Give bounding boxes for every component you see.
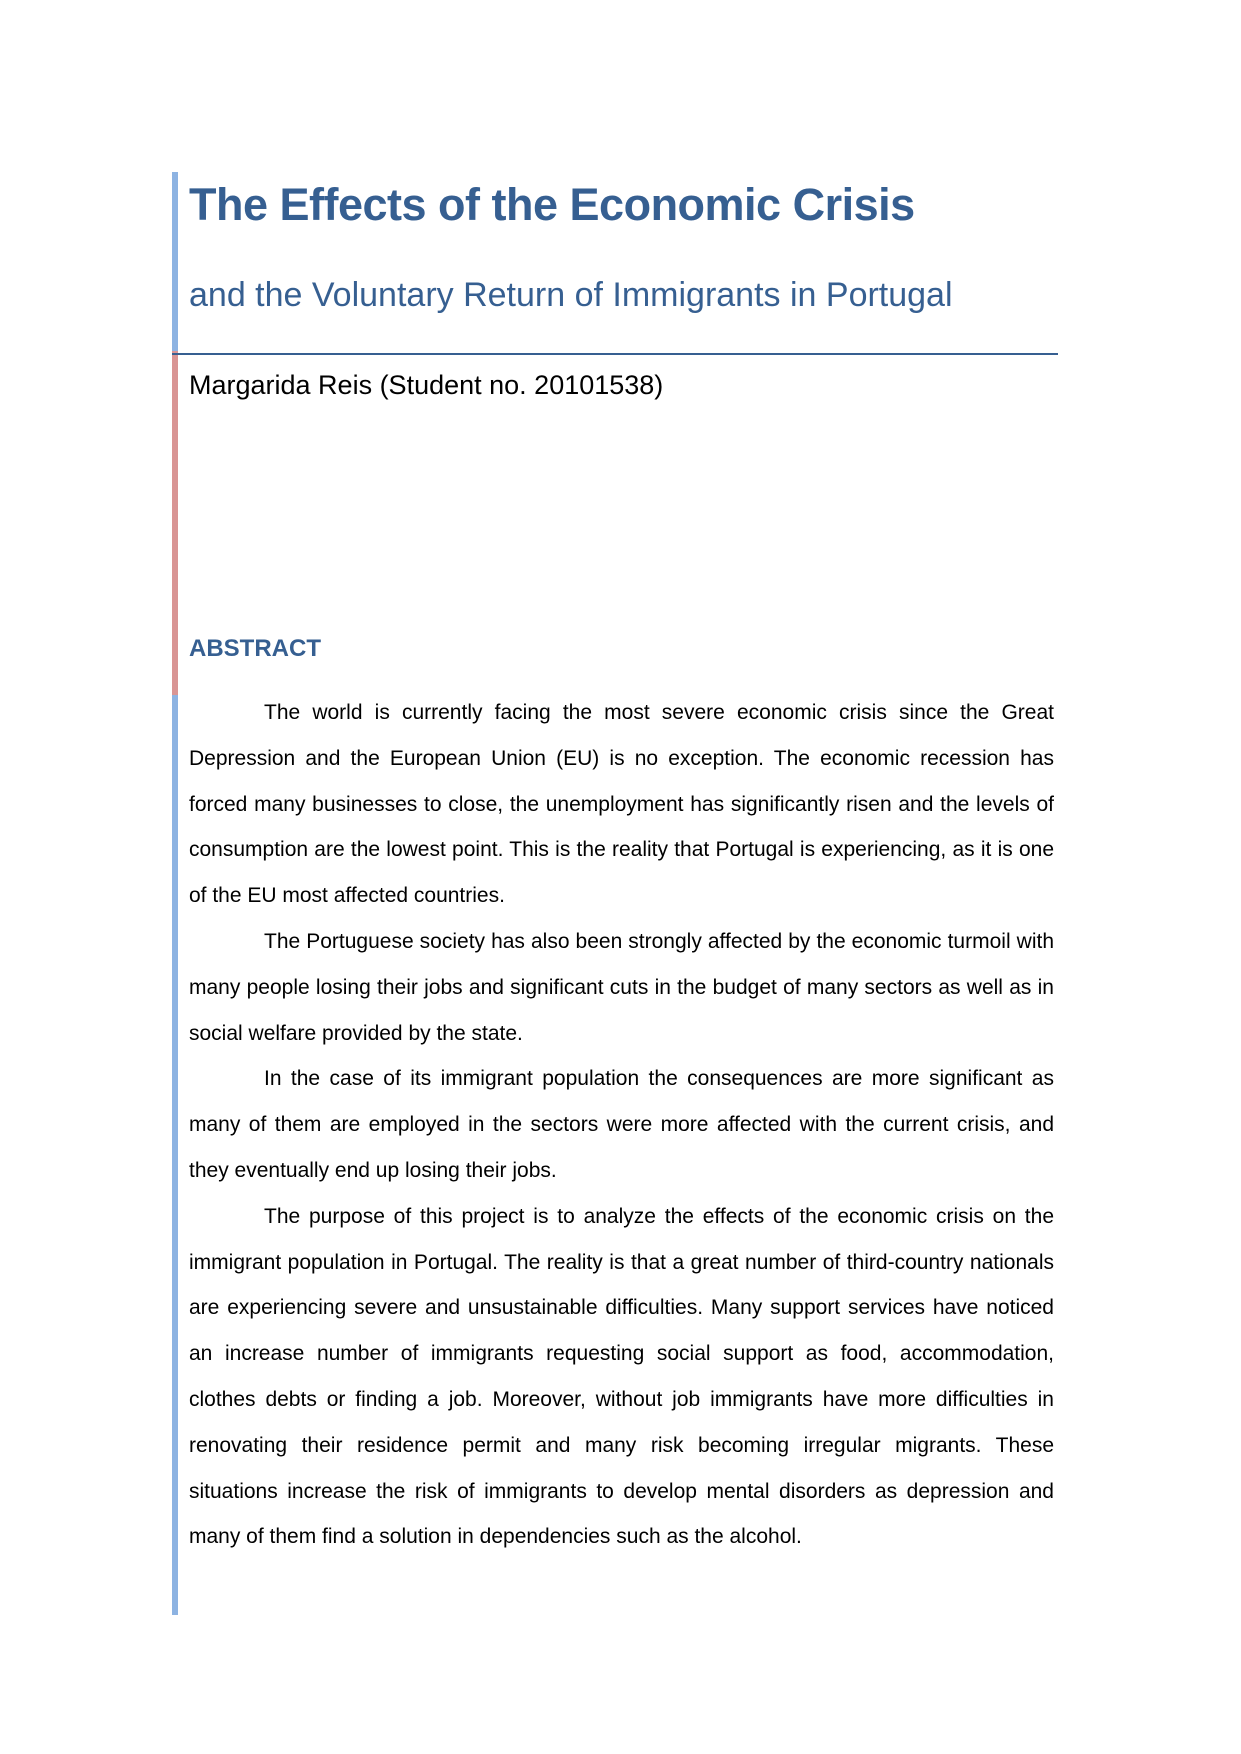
title-divider [172,353,1058,355]
left-accent-bar-blue-bottom [172,695,178,1615]
abstract-paragraph: The Portuguese society has also been strongly affected by the economic turmoil with many people losing their jobs and significant cuts in the budget of many sectors as well as in social welfare provided by the state. [189,929,1054,1045]
document-subtitle: and the Voluntary Return of Immigrants in Portugal [189,276,953,314]
abstract-heading: ABSTRACT [189,635,321,662]
abstract-paragraph: The purpose of this project is to analyze the effects of the economic crisis on the immigrant population in Portugal. The reality is that a great number of third-country nationals are experiencing severe and unsustainable difficulties. Many support services have noticed an increase number of immigrants requesting social support as food, accommodation, clothes debts or finding a job. Moreover, without job immigrants have more difficulties in renovating their residence permit and many risk becoming irregular migrants. These situations increase the risk of immigrants to develop mental disorders as depression and many of them find a solution in dependencies such as the alcohol. [189,1204,1054,1549]
abstract-body [189,690,1054,1560]
abstract-paragraph: The world is currently facing the most severe economic crisis since the Great Depression and the European Union (EU) is no exception. The economic recession has forced many businesses to close, the unemployment has significantly risen and the levels of consumption are the lowest point. This is the reality that Portugal is experiencing, as it is one of the EU most affected countries. [189,701,1054,908]
left-accent-bar-red [172,351,178,695]
abstract-paragraph: In the case of its immigrant population the consequences are more significant as many of them are employed in the sectors were more affected with the current crisis, and they eventually end up losing their jobs. [189,1067,1054,1182]
document-title: The Effects of the Economic Crisis [189,179,915,230]
left-accent-bar-blue-top [172,172,178,351]
author-line: Margarida Reis (Student no. 20101538) [189,370,664,400]
